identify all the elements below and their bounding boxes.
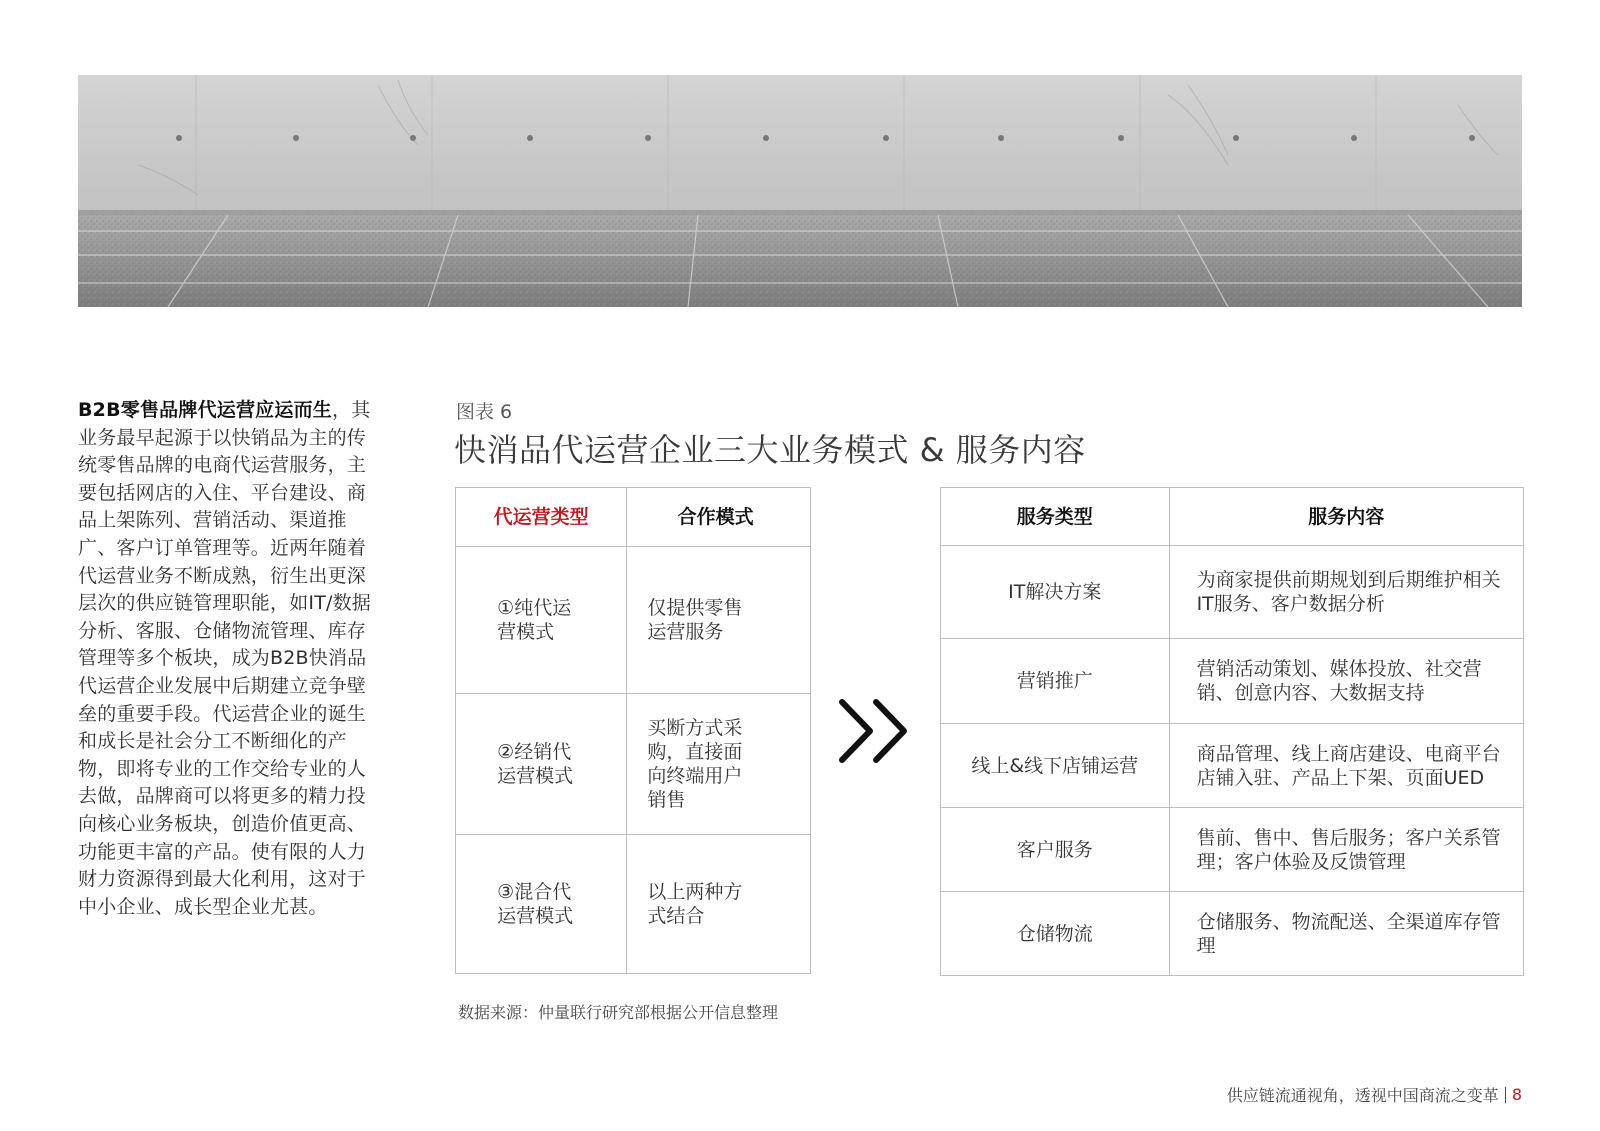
table-row: [941, 808, 1524, 892]
mode-type-text: ②经销代运营模式: [497, 741, 574, 787]
header-service-content: 服务内容: [1169, 488, 1523, 546]
header-operation-type: 代运营类型: [456, 488, 627, 547]
banner-image: [78, 75, 1522, 307]
mode-desc-cell: [627, 694, 811, 835]
page-footer: [1227, 1083, 1522, 1106]
mode-type-cell: [456, 694, 627, 835]
mode-desc-text: 仅提供零售运营服务: [647, 597, 743, 643]
mode-desc-cell: [627, 835, 811, 974]
double-chevron-right-icon: [838, 698, 910, 764]
mode-type-text: ①纯代运营模式: [497, 597, 572, 643]
service-content-cell: 售前、售中、售后服务；客户关系管理；客户体验及反馈管理: [1169, 808, 1523, 892]
header-cooperation-mode: 合作模式: [627, 488, 811, 547]
table-header-row: [941, 488, 1524, 546]
footer-title: 供应链流通视角，透视中国商流之变革: [1226, 1086, 1499, 1105]
service-content-cell: 为商家提供前期规划到后期维护相关IT服务、客户数据分析: [1169, 546, 1523, 639]
table-row: [456, 547, 811, 694]
service-type-cell: 仓储物流: [941, 892, 1170, 976]
data-source-note: 数据来源：仲量联行研究部根据公开信息整理: [458, 1003, 779, 1022]
mode-desc-text: 买断方式采购，直接面向终端用户销售: [647, 717, 743, 811]
table-row: [456, 694, 811, 835]
figure-title: 快消品代运营企业三大业务模式 & 服务内容: [454, 431, 1086, 469]
footer-divider: [1505, 1087, 1506, 1103]
figure-label: 图表 6: [456, 401, 513, 423]
service-content-table: [940, 487, 1524, 976]
business-mode-table: [455, 487, 811, 974]
table-row: [456, 835, 811, 974]
service-content-cell: 商品管理、线上商店建设、电商平台店铺入驻、产品上下架、页面UED: [1169, 724, 1523, 808]
intro-body: 其业务最早起源于以快销品为主的传统零售品牌的电商代运营服务，主要包括网店的入住、平台建设、商品上架陈列、营销活动、渠道推广、客户订单管理等。近两年随着代运营业务不断成熟，衍生出更深层次的供应链管理职能，如IT/数据分析、客服、仓储物流管理、库存管理等多个板块，成为B2B快消品代运营企业发展中后期建立竞争壁垒的重要手段。代运营企业的诞生和成长是社会分工不断细化的产物，即将专业的工作交给专业的人去做，品牌商可以将更多的精力投向核心业务板块，创造价值更高、功能更丰富的产品。使有限的人力财力资源得到最大化利用，这对于中小企业、成长型企业尤甚。: [78, 399, 372, 918]
service-type-cell: IT解决方案: [941, 546, 1170, 639]
service-content-cell: 营销活动策划、媒体投放、社交营销、创意内容、大数据支持: [1169, 639, 1523, 724]
table-row: [941, 892, 1524, 976]
page-number: 8: [1511, 1085, 1522, 1104]
mode-desc-cell: [627, 547, 811, 694]
service-type-cell: 客户服务: [941, 808, 1170, 892]
intro-lead-punct: ，: [332, 399, 352, 421]
table-row: [941, 546, 1524, 639]
mode-desc-text: 以上两种方式结合: [647, 881, 743, 927]
intro-paragraph: [78, 397, 378, 921]
service-content-cell: 仓储服务、物流配送、全渠道库存管理: [1169, 892, 1523, 976]
mode-type-text: ③混合代运营模式: [497, 881, 574, 927]
service-type-cell: 线上&线下店铺运营: [941, 724, 1170, 808]
intro-lead: B2B零售品牌代运营应运而生: [78, 399, 332, 421]
mode-type-cell: [456, 835, 627, 974]
header-service-type: 服务类型: [941, 488, 1170, 546]
service-type-cell: 营销推广: [941, 639, 1170, 724]
table-header-row: [456, 488, 811, 547]
table-row: [941, 724, 1524, 808]
mode-type-cell: [456, 547, 627, 694]
table-row: [941, 639, 1524, 724]
